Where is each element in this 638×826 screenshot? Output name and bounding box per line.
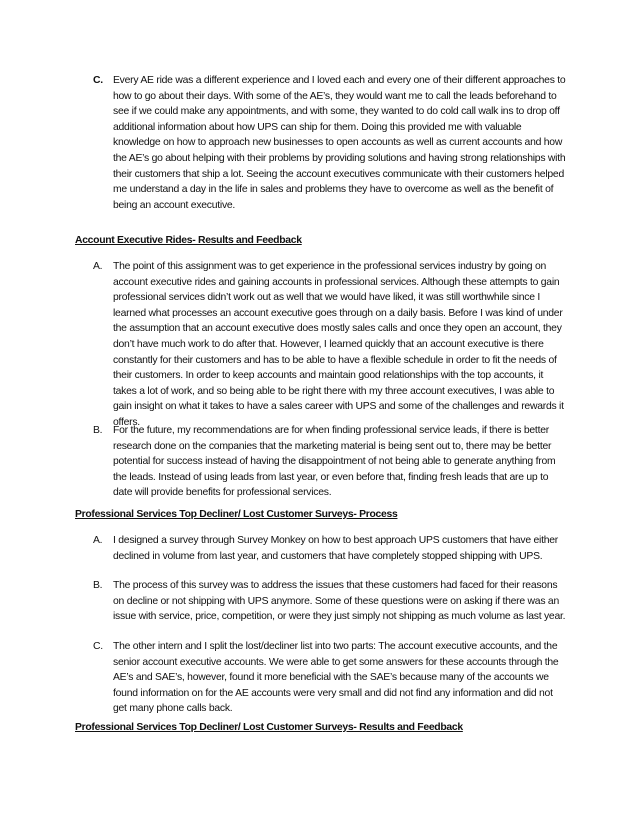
list-marker: B. [93,580,103,591]
list-item-text: The process of this survey was to address the issues that these customers had faced for their reasons on decline or not shipping with UPS anymore. Some of these questions were on asking if there was an issue with service, price, competition, or were they just simply not shipping as much volume as last year. [113,580,566,623]
list-marker: C. [93,641,103,652]
list-marker: C. [93,75,103,86]
list-item-text: The other intern and I split the lost/decliner list into two parts: The account executive accounts, and the senior account executive accounts. We were able to get some answers for these accounts through the AE’s and SAE’s, however, found it more beneficial with the SAE’s because many of the accounts we found information on for the AE accounts were very small and did not find any information and did not get many phone calls back. [113,641,559,715]
list-item-text: I designed a survey through Survey Monkey on how to best approach UPS customers that have either declined in volume from last year, and customers that have completely stopped shipping with UPS. [113,535,558,562]
list-marker: A. [93,261,103,272]
list-item-text: The point of this assignment was to get experience in the professional services industry by going on account executive rides and gaining accounts in professional services. Although these attempts to gain professional services didn’t work out as well that we would have liked, it was still worthwhile since I learned what processes an account executive goes through on a daily basis. Before I was kind of under the assumption that an account executive does mostly sales calls and once they open an account, they don’t have much work to do after that. However, I learned quickly that an account executive is there constantly for their customers and has to be able to have a flexible schedule in order to fit the needs of their customers. In order to keep accounts and maintain good relationships with the top accounts, it takes a lot of work, and so being able to be right there with my three account executives, I was able to gain insight on what it takes to have a sales career with UPS and some of the challenges and rewards it offers. [113,261,564,428]
list-item-c-ae-rides [93,73,566,213]
section-heading-surveys-results: Professional Services Top Decliner/ Lost Customer Surveys- Results and Feedback [75,722,463,733]
list-item-a-ae-results [93,259,566,431]
list-item-text: For the future, my recommendations are for when finding professional service leads, if there is better research done on the companies that the marketing material is being sent out to, there may be better potential for success instead of having the disappointment of not being able to generate anything from the leads. Instead of using leads from last year, or even before that, finding fresh leads that are up to date will provide benefits for professional services. [113,425,556,499]
list-item-c-surveys-process [93,639,566,717]
section-heading-surveys-process: Professional Services Top Decliner/ Lost Customer Surveys- Process [75,509,398,520]
list-item-b-surveys-process [93,578,566,625]
list-marker: A. [93,535,103,546]
list-marker: B. [93,425,103,436]
section-heading-ae-rides-results: Account Executive Rides- Results and Feedback [75,235,302,246]
list-item-a-surveys-process [93,533,566,564]
list-item-text: Every AE ride was a different experience and I loved each and every one of their different approaches to how to go about their days. With some of the AE’s, they would want me to call the leads beforehand to see if we could make any appointments, and with some, they wanted to do cold call walk ins to drop off additional information about how UPS can ship for them. Doing this provided me with valuable knowledge on how to approach new businesses to open accounts as well as current accounts and how the AE’s go about helping with their problems by providing solutions and having strong relationships with their customers that ship a lot. Seeing the account executives communicate with their customers helped me understand a day in the life in sales and problems they have to overcome as well as the benefit of being an account executive. [113,75,566,211]
list-item-b-ae-results [93,423,566,501]
